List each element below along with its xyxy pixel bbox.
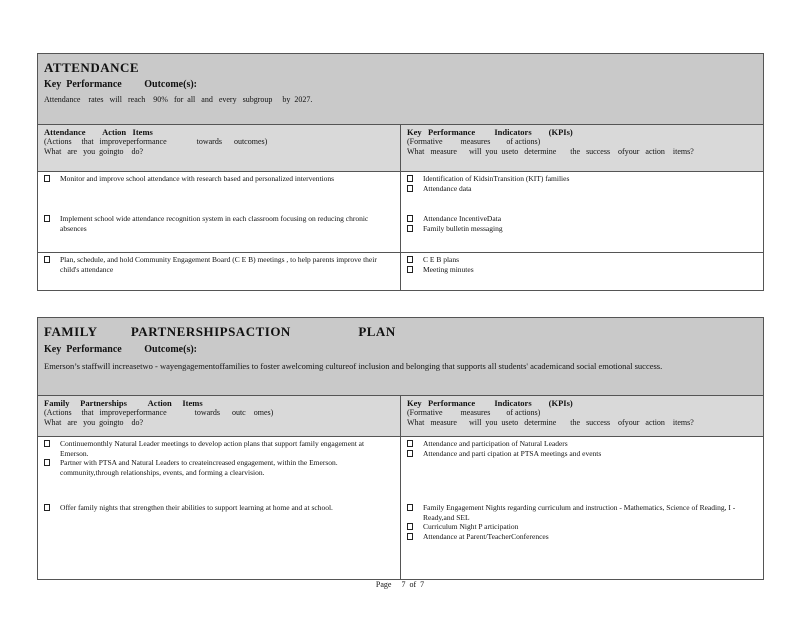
family-header xyxy=(38,318,763,395)
family-action-items-header xyxy=(38,396,400,436)
kpi-sub1: (Formative measures of actions) xyxy=(407,408,541,417)
attendance-column-headers xyxy=(38,124,763,171)
kpi-sub2: What measure will you useto determine the success ofyour action items? xyxy=(407,418,694,427)
family-kpo-text: Emerson’s staffwill increasetwo - wayengagementoffamilies to foster awelcoming cultureof inclusion and belonging that supports all students' academicand social emotional success. xyxy=(44,361,663,371)
family-kpi-header xyxy=(400,396,763,436)
list-item: Family Engagement Nights regarding curriculum and instruction - Mathematics, Science of Reading, I - Ready,and SEL xyxy=(407,503,757,522)
list-item: Plan, schedule, and hold Community Engagement Board (C E B) meetings , to help parents improve their child's attendance xyxy=(44,255,394,274)
attendance-action-items-header xyxy=(38,125,400,171)
list-item: Meeting minutes xyxy=(407,265,757,275)
attendance-kpo-label: Key Performance Outcome(s): xyxy=(44,79,197,90)
list-item: Curriculum Night P articipation xyxy=(407,522,757,532)
action-items-sub2: What are you goingto do? xyxy=(44,147,144,156)
action-items-sub1: (Actions that improveperformance towards outc omes) xyxy=(44,408,274,417)
action-items-title: Attendance Action Items xyxy=(44,127,153,137)
list-item: Continuemonthly Natural Leader meetings to develop action plans that support family engagement at Emerson. xyxy=(44,439,394,458)
list-item: Attendance data xyxy=(407,184,757,194)
action-items-sub2: What are you goingto do? xyxy=(44,418,144,427)
list-item: C E B plans xyxy=(407,255,757,265)
kpi-title: Key Performance Indicators (KPIs) xyxy=(407,398,573,408)
table-row xyxy=(38,252,763,290)
list-item: Attendance at Parent/TeacherConferences xyxy=(407,532,757,542)
action-items-title: Family Partnerships Action Items xyxy=(44,398,203,408)
list-item: Partner with PTSA and Natural Leaders to createincreased engagement, within the Emerson. community,through relationships, events, and forming a clearvision. xyxy=(44,458,394,477)
table-row xyxy=(38,436,763,501)
table-row xyxy=(38,212,763,252)
action-items-sub1: (Actions that improveperformance towards outcomes) xyxy=(44,137,268,146)
kpi-title: Key Performance Indicators (KPIs) xyxy=(407,127,573,137)
family-partnerships-section xyxy=(37,317,764,580)
family-column-headers xyxy=(38,395,763,436)
list-item: Identification of KidsinTransition (KIT) families xyxy=(407,174,757,184)
list-item: Attendance IncentiveData xyxy=(407,214,757,224)
list-item: Attendance and parti cipation at PTSA meetings and events xyxy=(407,449,757,459)
attendance-kpi-header xyxy=(400,125,763,171)
table-row xyxy=(38,501,763,579)
list-item: Monitor and improve school attendance with research based and personalized interventions xyxy=(44,174,394,184)
list-item: Family bulletin messaging xyxy=(407,224,757,234)
attendance-section xyxy=(37,53,764,291)
family-kpo-label: Key Performance Outcome(s): xyxy=(44,344,197,355)
list-item: Attendance and participation of Natural Leaders xyxy=(407,439,757,449)
list-item: Implement school wide attendance recognition system in each classroom focusing on reducing chronic absences xyxy=(44,214,394,233)
kpi-sub1: (Formative measures of actions) xyxy=(407,137,541,146)
list-item: Offer family nights that strengthen their abilities to support learning at home and at school. xyxy=(44,503,394,513)
page-number: Page 7 of 7 xyxy=(375,580,425,589)
attendance-header xyxy=(38,54,763,124)
attendance-kpo-text: Attendance rates will reach 90% for all and every subgroup by 2027. xyxy=(44,95,313,104)
table-row xyxy=(38,171,763,212)
family-title: FAMILY PARTNERSHIPSACTION PLAN xyxy=(44,324,396,339)
kpi-sub2: What measure will you useto determine the success ofyour action items? xyxy=(407,147,694,156)
attendance-title: ATTENDANCE xyxy=(44,60,140,75)
